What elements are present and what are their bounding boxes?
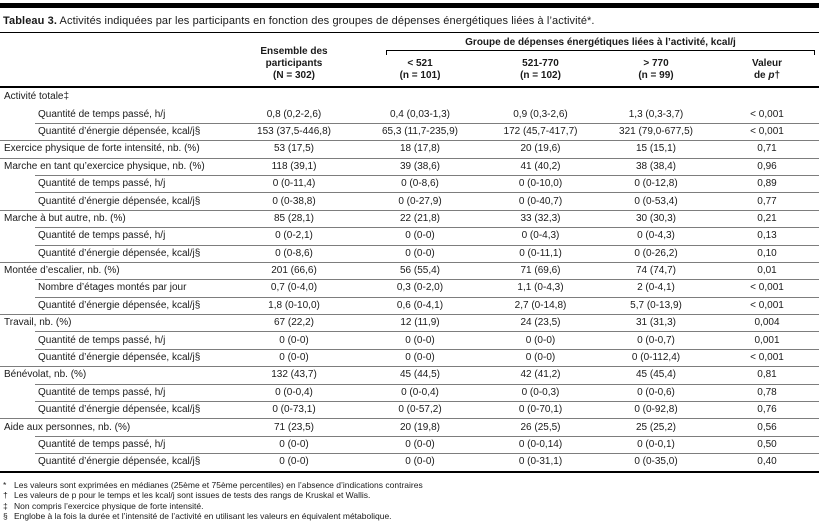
cell-pvalue: < 0,001 (750, 352, 784, 364)
cell-group2: 0,9 (0,3-2,6) (513, 108, 568, 120)
column-header-ensemble (232, 36, 356, 86)
cell-group1: 0,3 (0-2,0) (396, 282, 444, 294)
cell-ensemble: 0 (0-38,8) (272, 195, 316, 207)
cell-group1: 65,3 (11,7-235,9) (382, 125, 458, 137)
cell-ensemble: 0 (0-0,4) (275, 386, 313, 398)
cell-group2: 0 (0-40,7) (518, 195, 563, 207)
cell-ensemble: 0 (0-0) (279, 439, 309, 450)
cell-group1: 0 (0-0) (405, 247, 435, 259)
row-label: Marche en tant qu’exercice physique, nb. (%) (4, 160, 205, 172)
cell-group1: 0 (0-0) (405, 439, 435, 450)
cell-group3: 321 (79,0-677,5) (619, 125, 693, 137)
cell-pvalue: 0,96 (757, 160, 777, 172)
cell-group2: 41 (40,2) (520, 160, 561, 172)
cell-group1: 0,4 (0,03-1,3) (389, 108, 451, 120)
column-header-pvalue (715, 58, 819, 82)
cell-ensemble: 153 (37,5-446,8) (257, 125, 331, 137)
cell-group3: 0 (0-35,0) (634, 456, 678, 468)
row-label: Quantité de temps passé, h/j (38, 178, 166, 190)
table-row (0, 88, 819, 105)
cell-pvalue: 0,13 (757, 230, 777, 242)
column-header-group1 (356, 58, 484, 82)
column-header-line: > 770 (643, 58, 669, 69)
cell-group3: 0 (0-4,3) (637, 230, 675, 242)
table-caption: Activités indiquées par les participants en fonction des groupes de dépenses énergétiques liées à l’activité*. (56, 15, 595, 27)
table-row (0, 245, 819, 262)
cell-group3: 2 (0-4,1) (637, 282, 675, 294)
footnote-marker: § (3, 511, 8, 522)
table-row (0, 262, 819, 279)
column-header-group2 (484, 58, 597, 82)
footnote-text: Englobe à la fois la durée et l’intensité de l’activité en utilisant les valeurs en équivalent métabolique. (14, 511, 392, 522)
cell-ensemble: 0 (0-0) (279, 334, 309, 346)
cell-ensemble: 1,8 (0-10,0) (268, 299, 320, 311)
table-row (0, 105, 819, 122)
group-header-title: Groupe de dépenses énergétiques liées à l’activité, kcal/j (465, 37, 736, 48)
table-row (0, 314, 819, 331)
table-row (0, 227, 819, 244)
cell-group3: 0 (0-112,4) (631, 352, 681, 364)
cell-ensemble: 0,7 (0-4,0) (270, 282, 318, 294)
column-header-line: 521-770 (522, 58, 559, 69)
cell-pvalue: 0,56 (757, 421, 777, 433)
table-row (0, 123, 819, 140)
cell-group1: 22 (21,8) (399, 212, 441, 224)
cell-group2: 172 (45,7-417,7) (503, 125, 578, 137)
cell-group1: 0 (0-0) (405, 456, 435, 468)
cell-group3: 5,7 (0-13,9) (630, 299, 682, 311)
cell-pvalue: < 0,001 (750, 299, 784, 311)
footnote-text: Non compris l’exercice physique de forte intensité. (14, 500, 204, 511)
cell-group3: 74 (74,7) (635, 265, 677, 277)
column-header-line: (n = 99) (638, 70, 674, 81)
cell-group1: 0 (0-0,4) (401, 386, 439, 398)
cell-pvalue: 0,01 (757, 265, 777, 277)
cell-group2: 26 (25,5) (520, 421, 561, 433)
cell-group3: 0 (0-0,7) (637, 334, 675, 346)
table-row (0, 158, 819, 175)
row-label: Bénévolat, nb. (%) (4, 369, 87, 381)
table-row (0, 175, 819, 192)
row-label: Quantité d’énergie dépensée, kcal/j§ (38, 456, 201, 468)
cell-group2: 0 (0-0,14) (518, 439, 563, 450)
cell-group2: 0 (0-31,1) (518, 456, 563, 468)
cell-ensemble: 53 (17,5) (273, 143, 315, 155)
table-row (0, 384, 819, 401)
cell-ensemble: 0 (0-73,1) (272, 404, 316, 416)
row-label: Quantité de temps passé, h/j (38, 108, 166, 120)
footnote-text: Les valeurs sont exprimées en médianes (25ème et 75ème percentiles) en l’absence d’indications contraires (14, 479, 423, 490)
cell-group2: 0 (0-10,0) (518, 178, 563, 190)
cell-ensemble: 132 (43,7) (271, 369, 317, 381)
cell-group3: 0 (0-26,2) (634, 247, 678, 259)
footnotes (0, 473, 819, 522)
cell-group1: 45 (44,5) (399, 369, 441, 381)
cell-pvalue: 0,10 (757, 247, 777, 259)
cell-group2: 2,7 (0-14,8) (514, 299, 567, 311)
cell-ensemble: 71 (23,5) (273, 421, 315, 433)
cell-group3: 25 (25,2) (635, 421, 677, 433)
column-header-line: Ensemble des participants (260, 46, 328, 69)
table-row (0, 366, 819, 383)
cell-ensemble: 0 (0-0) (279, 352, 309, 364)
cell-ensemble: 0 (0-11,4) (272, 178, 316, 190)
cell-pvalue: < 0,001 (750, 108, 784, 120)
cell-group2: 0 (0-0) (525, 352, 556, 364)
table-row (0, 297, 819, 314)
cell-group2: 0 (0-11,1) (519, 247, 562, 259)
column-header-line: (n = 102) (520, 70, 561, 81)
cell-pvalue: 0,50 (757, 439, 777, 450)
cell-ensemble: 0 (0-8,6) (275, 247, 313, 259)
row-label: Quantité d’énergie dépensée, kcal/j§ (38, 299, 201, 311)
cell-group2: 42 (41,2) (520, 369, 561, 381)
cell-pvalue: 0,76 (757, 404, 777, 416)
footnote-marker: * (3, 479, 7, 490)
column-header-line: (N = 302) (273, 70, 315, 81)
cell-group3: 38 (38,4) (635, 160, 677, 172)
cell-group2: 0 (0-0,3) (521, 386, 560, 398)
row-label: Montée d’escalier, nb. (%) (4, 265, 120, 277)
group-columns (356, 36, 819, 86)
cell-group1: 0,6 (0-4,1) (396, 299, 444, 311)
row-label: Quantité d’énergie dépensée, kcal/j§ (38, 404, 201, 416)
row-label: Quantité d’énergie dépensée, kcal/j§ (38, 247, 201, 259)
row-label: Travail, nb. (%) (4, 317, 72, 329)
cell-group1: 18 (17,8) (399, 143, 441, 155)
table-row (0, 192, 819, 209)
cell-pvalue: 0,004 (754, 317, 780, 329)
column-header-line: < 521 (407, 58, 433, 69)
table-row (0, 331, 819, 348)
column-header-line: de p† (753, 70, 781, 81)
cell-group3: 0 (0-92,8) (634, 404, 678, 416)
cell-group3: 0 (0-53,4) (634, 195, 678, 207)
column-header-line: (n = 101) (399, 70, 441, 81)
table-body (0, 88, 819, 471)
footnote (3, 511, 816, 522)
cell-ensemble: 0 (0-2,1) (275, 230, 313, 242)
cell-ensemble: 118 (39,1) (271, 160, 317, 172)
footnote-text: Les valeurs de p pour le temps et les kcal/j sont issues de tests des rangs de Kruskal et Wallis. (14, 490, 371, 501)
row-label: Quantité d’énergie dépensée, kcal/j§ (38, 352, 201, 364)
cell-pvalue: 0,40 (757, 456, 777, 468)
table-row (0, 210, 819, 227)
cell-pvalue: 0,81 (757, 369, 777, 381)
cell-pvalue: 0,89 (757, 178, 777, 190)
row-label: Nombre d’étages montés par jour (38, 282, 187, 294)
cell-group2: 24 (23,5) (520, 317, 561, 329)
table-row (0, 349, 819, 366)
row-label: Quantité de temps passé, h/j (38, 334, 166, 346)
cell-group1: 0 (0-0) (405, 352, 435, 364)
cell-ensemble: 0 (0-0) (279, 456, 309, 468)
table-number: Tableau 3. (3, 15, 57, 27)
cell-pvalue: 0,71 (757, 143, 777, 155)
row-label: Aide aux personnes, nb. (%) (4, 421, 131, 433)
cell-group3: 0 (0-12,8) (634, 178, 678, 190)
cell-group2: 0 (0-0) (525, 334, 556, 346)
cell-group3: 45 (45,4) (635, 369, 677, 381)
cell-group1: 0 (0-27,9) (398, 195, 442, 207)
cell-group1: 12 (11,9) (400, 317, 440, 329)
cell-group1: 56 (55,4) (399, 265, 441, 277)
group-column-headers (356, 55, 819, 86)
table-header (0, 33, 819, 88)
table-row (0, 140, 819, 157)
p-symbol: p (768, 70, 775, 81)
table-row (0, 436, 819, 453)
cell-group1: 0 (0-8,6) (401, 178, 439, 190)
cell-group2: 20 (19,6) (520, 143, 561, 155)
row-label: Activité totale‡ (4, 91, 70, 103)
column-header-line: Valeur (751, 58, 783, 69)
cell-group2: 33 (32,3) (520, 212, 561, 224)
row-label: Marche à but autre, nb. (%) (4, 212, 126, 224)
cell-group1: 0 (0-0) (405, 334, 435, 346)
footnote (3, 480, 816, 491)
cell-pvalue: 0,78 (757, 386, 777, 398)
cell-pvalue: 0,77 (757, 195, 777, 207)
row-label: Quantité d’énergie dépensée, kcal/j§ (38, 125, 201, 137)
table-title (0, 8, 819, 32)
cell-group3: 1,3 (0,3-3,7) (628, 108, 684, 120)
cell-pvalue: < 0,001 (750, 125, 784, 137)
cell-group2: 0 (0-4,3) (521, 230, 560, 242)
cell-group1: 0 (0-57,2) (398, 404, 442, 416)
footnote-marker: † (3, 490, 8, 501)
footnote (3, 501, 816, 512)
cell-ensemble: 0,8 (0,2-2,6) (266, 108, 322, 120)
footnote (3, 490, 816, 501)
cell-pvalue: 0,001 (754, 334, 780, 346)
cell-pvalue: < 0,001 (750, 282, 784, 294)
row-label: Quantité de temps passé, h/j (38, 439, 166, 450)
cell-ensemble: 67 (22,2) (273, 317, 315, 329)
cell-group2: 71 (69,6) (520, 265, 561, 277)
row-label: Quantité de temps passé, h/j (38, 386, 166, 398)
row-label: Exercice physique de forte intensité, nb. (%) (4, 143, 200, 155)
table-row (0, 401, 819, 418)
cell-group2: 1,1 (0-4,3) (517, 282, 564, 294)
cell-ensemble: 201 (66,6) (271, 265, 317, 277)
cell-group3: 30 (30,3) (635, 212, 677, 224)
cell-pvalue: 0,21 (757, 212, 777, 224)
column-header-empty (0, 36, 232, 86)
table-row (0, 453, 819, 470)
footnote-marker: ‡ (3, 500, 8, 511)
cell-ensemble: 85 (28,1) (273, 212, 315, 224)
cell-group2: 0 (0-70,1) (518, 404, 563, 416)
table-row (0, 279, 819, 296)
cell-group1: 0 (0-0) (405, 230, 435, 242)
row-label: Quantité d’énergie dépensée, kcal/j§ (38, 195, 201, 207)
column-header-group3 (597, 58, 715, 82)
cell-group1: 20 (19,8) (399, 421, 441, 433)
cell-group3: 31 (31,3) (635, 317, 677, 329)
table-row (0, 418, 819, 435)
cell-group3: 15 (15,1) (635, 143, 677, 155)
cell-group3: 0 (0-0,1) (637, 439, 675, 450)
cell-group1: 39 (38,6) (399, 160, 441, 172)
row-label: Quantité de temps passé, h/j (38, 230, 166, 242)
cell-group3: 0 (0-0,6) (637, 386, 675, 398)
